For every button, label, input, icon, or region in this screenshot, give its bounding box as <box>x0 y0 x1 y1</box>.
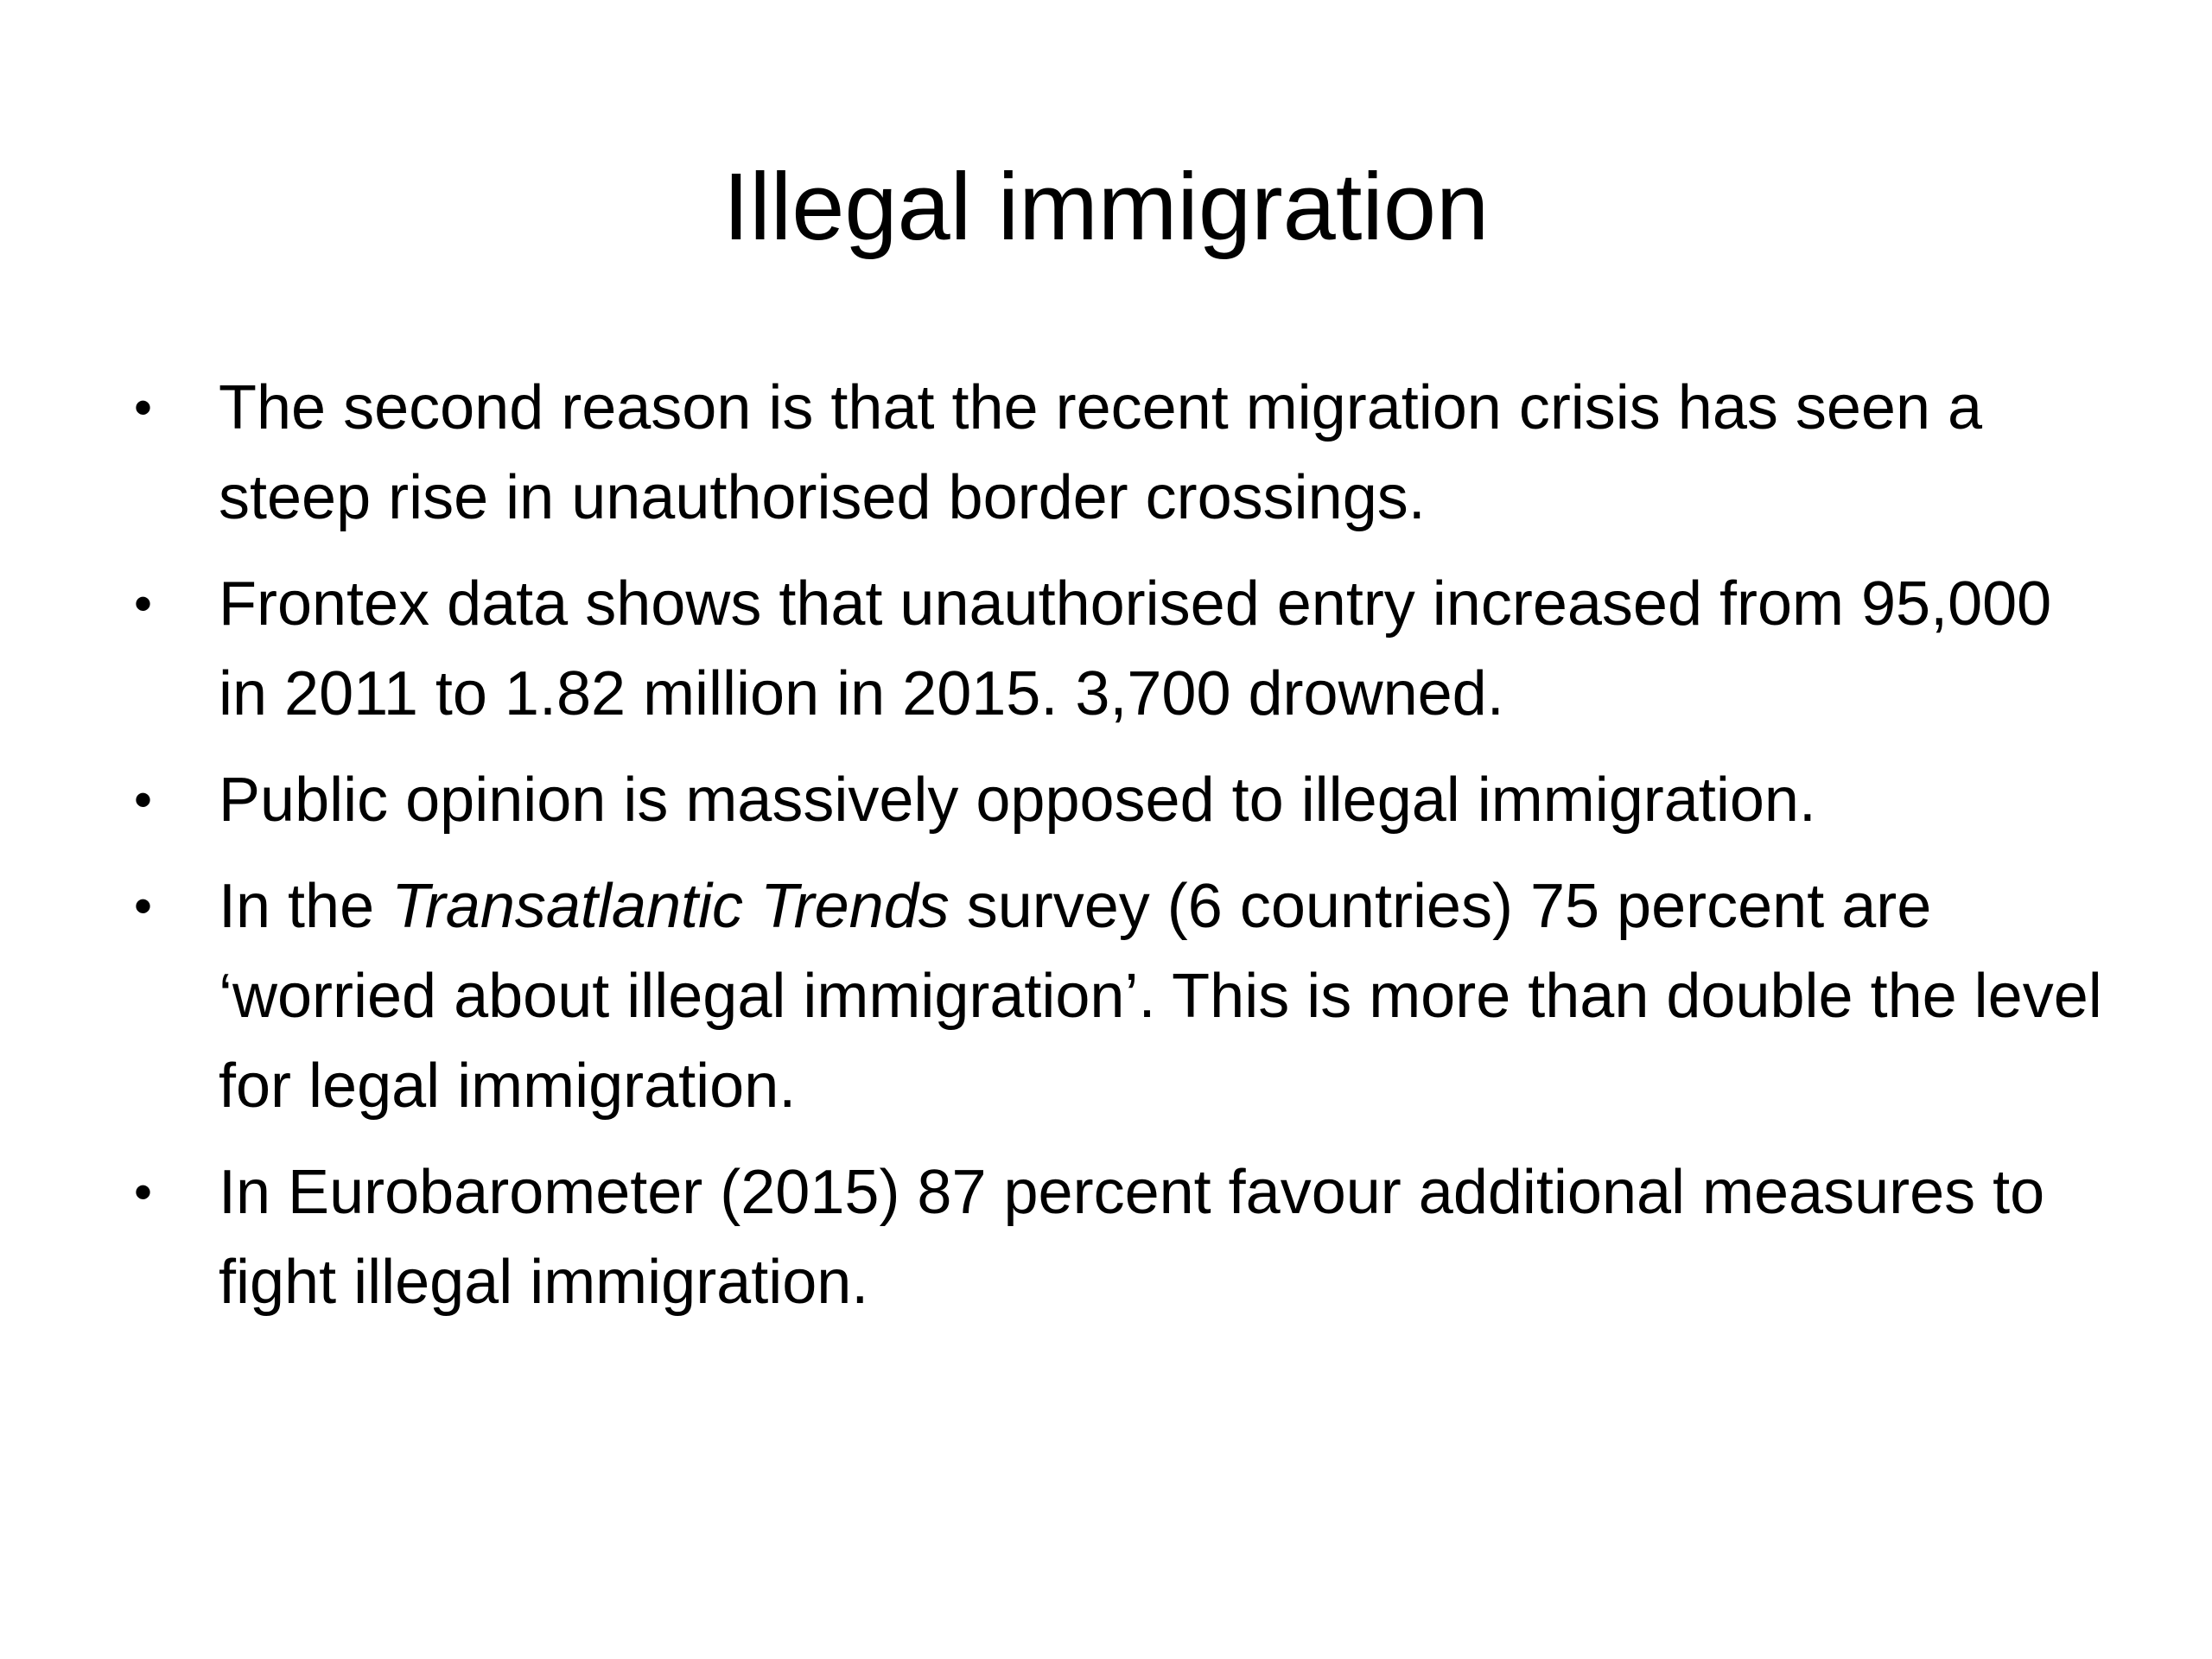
bullet-icon: • <box>134 378 153 436</box>
bullet-item <box>134 363 2104 543</box>
slide-title: Illegal immigration <box>722 154 1490 260</box>
bullet-item <box>134 755 2104 845</box>
bullet-text: Public opinion is massively opposed to illegal immigration. <box>219 766 1816 835</box>
bullet-text <box>219 872 2102 1121</box>
bullet-icon: • <box>134 877 153 935</box>
bullet-item <box>134 861 2104 1131</box>
bullet-item <box>134 1147 2104 1327</box>
bullet-list <box>134 363 2104 1344</box>
bullet-item <box>134 559 2104 739</box>
bullet-icon: • <box>134 1163 153 1221</box>
bullet-text-suffix: survey (6 countries) 75 percent are ‘worried about illegal immigration’. This is more than double the level for legal immigration. <box>219 872 2102 1121</box>
survey-name: Transatlantic Trends <box>391 872 950 941</box>
bullet-text-prefix: In the <box>219 872 392 941</box>
bullet-text: The second reason is that the recent migration crisis has seen a steep rise in unauthorised border crossings. <box>219 373 1983 532</box>
bullet-text: Frontex data shows that unauthorised entry increased from 95,000 in 2011 to 1.82 million in 2015. 3,700 drowned. <box>219 569 2052 728</box>
bullet-text: In Eurobarometer (2015) 87 percent favour additional measures to fight illegal immigration. <box>219 1158 2045 1317</box>
bullet-icon: • <box>134 771 153 829</box>
bullet-icon: • <box>134 575 153 632</box>
